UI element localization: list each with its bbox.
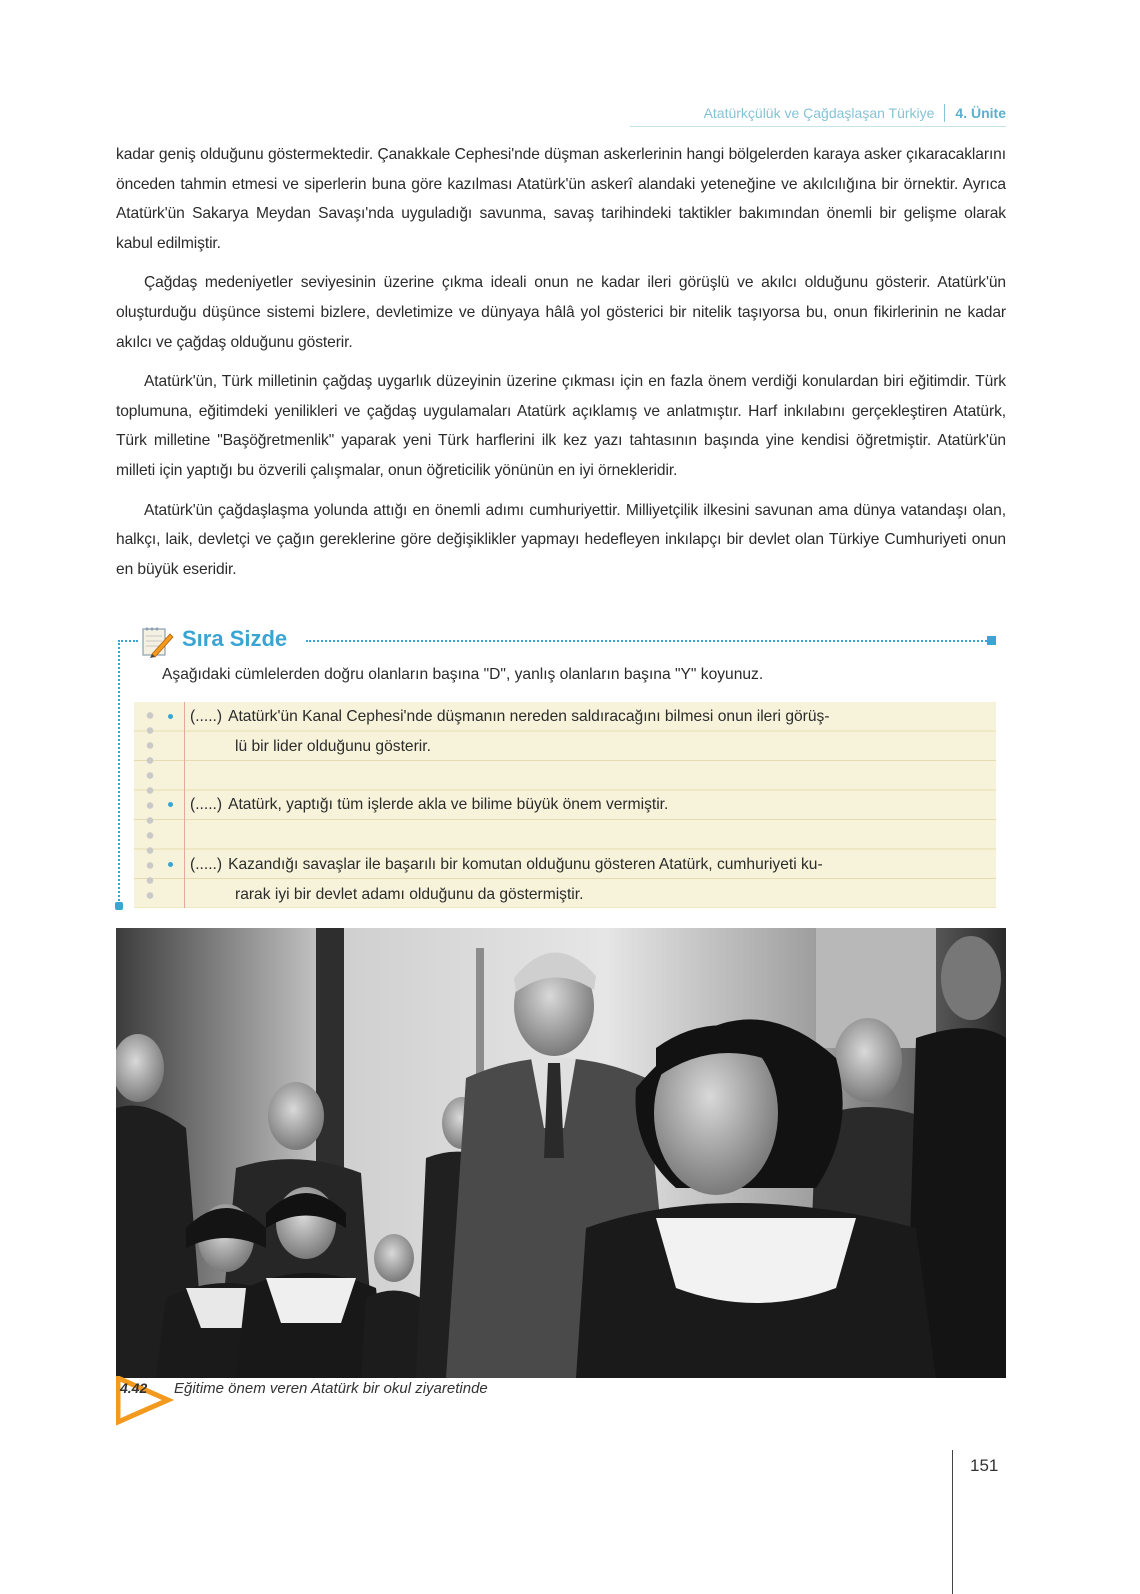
paragraph-4: Atatürk'ün çağdaşlaşma yolunda attığı en önemli adımı cumhuriyettir. Milliyetçilik ilkesini savunan ama dünya vatandaşı olan, halkçı, laik, devletçi ve çağın gereklerine göre değişiklikler yapmayı hedefleyen inkılapçı bir devlet olan Türkiye Cumhuriyeti onun en büyük eseridir. — [116, 501, 1006, 578]
paragraph-2: Çağdaş medeniyetler seviyesinin üzerine çıkma ideali onun ne kadar ileri görüşlü ve akılcı olduğunu gösterir. Atatürk'ün oluşturduğu düşünce sistemi bizlere, devletimize ve dünyaya hâlâ yol gösterici bir nitelik taşıyorsa bu, onun fikirlerinin ne kadar akılcı ve çağdaş olduğunu gösterir. — [116, 274, 1006, 351]
notebook-pencil-icon — [140, 624, 174, 658]
paragraph-3: Atatürk'ün, Türk milletinin çağdaş uygarlık düzeyinin üzerine çıkması için en fazla önem verdiği konulardan biri eğitimdir. Türk toplumuna, eğitimdeki yenilikleri ve çağdaş uygulamaları Atatürk açıklamış ve anlatmıştır. Harf inkılabını gerçekleştiren Atatürk, Türk milletine "Başöğretmenlik" yaparak yeni Türk harflerini ilk kez yazı tahtasının başında yine kendisi öğretmiştir. Atatürk'ün milleti için yaptığı bu özverili çalışmalar, onun öğreticilik yönünün en iyi örnekleridir. — [116, 373, 1006, 479]
box-end-square — [987, 636, 996, 645]
answer-blank[interactable]: (.....) — [190, 856, 223, 873]
question-text: Kazandığı savaşlar ile başarılı bir komutan olduğunu gösteren Atatürk, cumhuriyeti ku- — [228, 856, 823, 873]
question-item-3 — [190, 850, 990, 909]
question-item-1 — [190, 702, 990, 761]
notebook-paper — [134, 702, 996, 908]
box-left-border — [118, 640, 120, 908]
sira-sizde-title: Sıra Sizde — [182, 626, 288, 651]
unit-label: 4. Ünite — [955, 105, 1006, 121]
question-text: Atatürk, yaptığı tüm işlerde akla ve bilime büyük önem vermiştir. — [228, 796, 669, 813]
notebook-margin-line — [184, 702, 185, 908]
page-number: 151 — [970, 1456, 999, 1475]
chapter-title: Atatürkçülük ve Çağdaşlaşan Türkiye — [703, 105, 935, 121]
running-header — [704, 104, 1006, 122]
sira-sizde-instruction: Aşağıdaki cümlelerden doğru olanların başına "D", yanlış olanların başına "Y" koyunuz. — [162, 666, 764, 683]
bullet-dot — [168, 802, 173, 807]
body-text — [116, 140, 1006, 594]
sira-sizde-box — [116, 624, 1000, 912]
paragraph-1: kadar geniş olduğunu göstermektedir. Çanakkale Cephesi'nde düşman askerlerinin hangi bölgelerden karaya asker çıkaracaklarını önceden tahmin etmesi ve siperlerin buna göre kazılması Atatürk'ün askerî alandaki yeteneğine ve akılcılığına bir örnektir. Ayrıca Atatürk'ün Sakarya Meydan Savaşı'nda uyguladığı savunma, savaş tarihindeki taktikler bakımından önemli bir gelişme olarak kabul edilmiştir. — [116, 146, 1006, 252]
bullet-dot — [168, 862, 173, 867]
photo-caption — [116, 1376, 716, 1422]
figure-number: 4.42 — [120, 1380, 148, 1396]
header-separator — [944, 104, 945, 122]
page-number-rule — [952, 1450, 953, 1594]
header-rule — [630, 126, 1006, 127]
question-item-2 — [190, 790, 990, 820]
answer-blank[interactable]: (.....) — [190, 708, 223, 725]
question-text-continued: lü bir lider olduğunu gösterir. — [235, 737, 431, 755]
question-text-continued: rarak iyi bir devlet adamı olduğunu da göstermiştir. — [235, 885, 584, 903]
box-top-border-left — [118, 640, 138, 642]
classroom-photo — [116, 928, 1006, 1378]
box-top-border-right — [306, 640, 990, 642]
question-text: Atatürk'ün Kanal Cephesi'nde düşmanın nereden saldıracağını bilmesi onun ileri görüş- — [228, 708, 830, 725]
caption-text: Eğitime önem veren Atatürk bir okul ziyaretinde — [174, 1380, 488, 1397]
notebook-holes — [146, 708, 154, 904]
bullet-dot — [168, 714, 173, 719]
box-corner-dot — [115, 902, 123, 910]
answer-blank[interactable]: (.....) — [190, 796, 223, 813]
